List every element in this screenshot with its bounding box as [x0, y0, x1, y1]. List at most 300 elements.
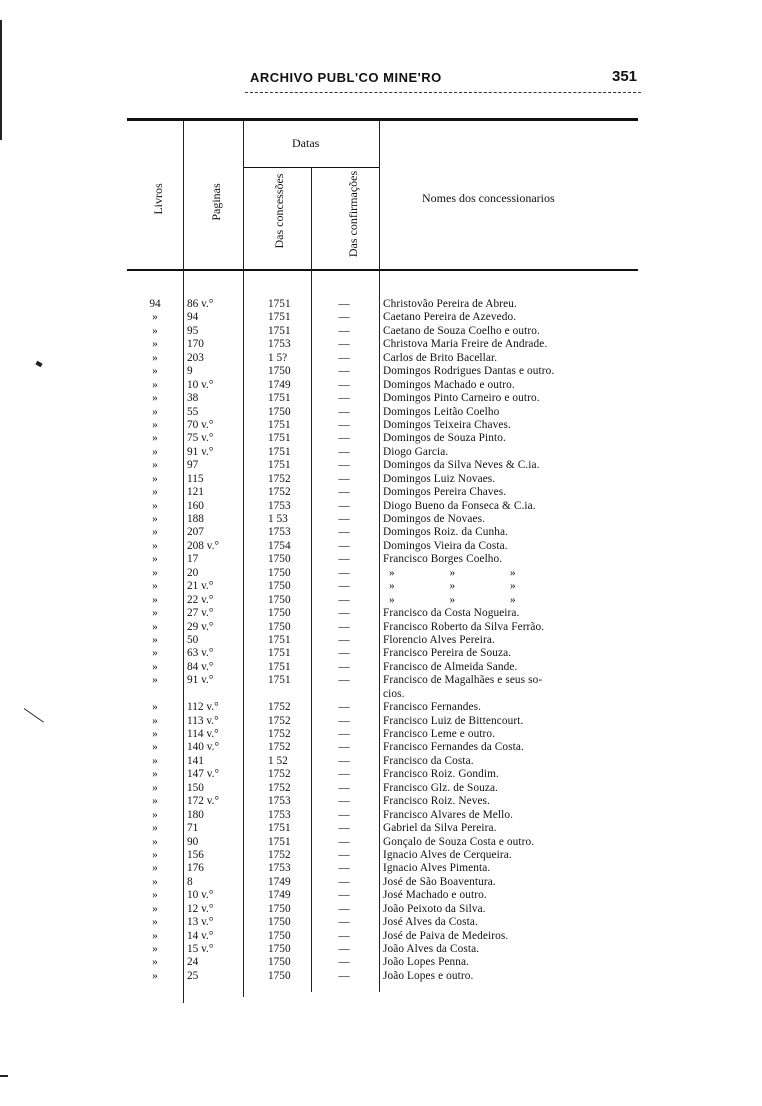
margin-mark [0, 20, 2, 140]
cell-confirmacao: — [338, 701, 350, 714]
table-row [0, 728, 762, 741]
cell-livro: » [152, 714, 158, 727]
cell-pagina: 86 v.° [187, 298, 214, 310]
table-row [0, 567, 762, 580]
cell-confirmacao: — [338, 459, 350, 472]
cell-confirmacao: — [338, 902, 350, 915]
cell-pagina: 8 [187, 875, 193, 888]
cell-confirmacao: — [338, 418, 350, 431]
table-row [0, 486, 762, 499]
cell-livro: » [152, 553, 158, 566]
table-row [0, 862, 762, 875]
cell-pagina: 14 v.° [187, 929, 214, 942]
cell-pagina: 208 v.° [187, 539, 220, 552]
cell-livro: » [152, 486, 158, 499]
cell-livro: » [152, 728, 158, 740]
cell-nome: Diogo Bueno da Fonseca & C.ia. [383, 499, 536, 512]
cell-nome: Francisco Roberto da Silva Ferrão. [383, 620, 545, 633]
cell-pagina: 10 v.° [187, 378, 214, 391]
cell-livro: » [152, 754, 158, 767]
cell-concessao: 1752 [268, 728, 291, 740]
cell-concessao: 1750 [268, 405, 291, 418]
table-row [0, 607, 762, 620]
cell-pagina: 38 [187, 392, 199, 405]
cell-nome: Francisco Fernandes. [383, 701, 481, 714]
cell-nome: Francisco Leme e outro. [383, 728, 496, 740]
cell-confirmacao: — [338, 674, 350, 687]
cell-concessao: 1749 [268, 378, 291, 391]
cell-nome: Francisco Borges Coelho. [383, 553, 503, 566]
table-row [0, 647, 762, 660]
cell-confirmacao: — [338, 620, 350, 633]
cell-confirmacao: — [338, 943, 350, 955]
cell-nome: Domingos da Silva Neves & C.ia. [383, 459, 540, 472]
cell-livro: » [152, 607, 158, 620]
cell-livro: » [152, 311, 158, 324]
cell-concessao: 1751 [268, 660, 291, 673]
cell-concessao: 1 52 [268, 754, 288, 767]
cell-concessao: 1753 [268, 526, 291, 539]
header-das-confirmacoes: Das confirmações [346, 170, 360, 258]
cell-pagina: 70 v.° [187, 418, 214, 431]
cell-nome: Francisco de Almeida Sande. [383, 660, 518, 673]
cell-nome: Domingos Leitão Coelho [383, 405, 500, 418]
cell-concessao: 1752 [268, 741, 291, 754]
cell-livro: » [152, 405, 158, 418]
cell-concessao: 1750 [268, 620, 291, 633]
table-row [0, 432, 762, 445]
cell-livro: » [152, 741, 158, 754]
table-row [0, 674, 762, 687]
cell-pagina: 9 [187, 365, 193, 378]
cell-livro: » [152, 674, 158, 687]
cell-pagina: 160 [187, 499, 204, 512]
cell-livro: » [152, 822, 158, 835]
cell-pagina: 84 v.° [187, 660, 214, 673]
cell-nome: Caetano de Souza Coelho e outro. [383, 324, 540, 337]
cell-confirmacao: — [338, 808, 350, 821]
cell-livro: » [152, 701, 158, 714]
table-row [0, 325, 762, 338]
cell-concessao: 1 5? [268, 351, 288, 364]
cell-concessao: 1751 [268, 392, 291, 405]
cell-nome: Francisco Fernandes da Costa. [383, 741, 524, 754]
cell-concessao: 1753 [268, 499, 291, 512]
cell-pagina: 29 v.° [187, 620, 214, 633]
cell-livro: » [152, 768, 158, 781]
cell-nome: Gabriel da Silva Pereira. [383, 822, 497, 835]
cell-confirmacao: — [338, 513, 350, 525]
cell-pagina: 170 [187, 338, 204, 351]
cell-pagina: 75 v.° [187, 432, 214, 445]
cell-confirmacao: — [338, 351, 350, 364]
cell-concessao: 1751 [268, 432, 291, 445]
cell-concessao: 1 53 [268, 513, 288, 525]
cell-pagina: 188 [187, 513, 204, 525]
cell-nome: Christova Maria Freire de Andrade. [383, 338, 548, 351]
cell-pagina: 13 v.° [187, 916, 214, 929]
cell-nome: João Lopes e outro. [383, 969, 474, 982]
cell-nome: Diogo Garcia. [383, 445, 449, 458]
cell-confirmacao: — [338, 781, 350, 794]
cell-livro: » [152, 929, 158, 942]
cell-livro: » [152, 593, 158, 606]
table-row [0, 594, 762, 607]
cell-pagina: 20 [187, 566, 199, 579]
table-row [0, 903, 762, 916]
cell-confirmacao: — [338, 714, 350, 727]
cell-livro: » [152, 445, 158, 458]
cell-concessao: 1751 [268, 298, 291, 310]
cell-confirmacao: — [338, 486, 350, 499]
cell-pagina: 15 v.° [187, 943, 214, 955]
table-row [0, 526, 762, 539]
cell-nome: José Alves da Costa. [383, 916, 478, 929]
cell-nome: José de São Boaventura. [383, 875, 496, 888]
cell-concessao: 1753 [268, 795, 291, 808]
cell-pagina: 95 [187, 324, 199, 337]
cell-nome: José Machado e outro. [383, 889, 487, 902]
cell-concessao: 1752 [268, 472, 291, 485]
cell-confirmacao: — [338, 311, 350, 324]
cell-confirmacao: — [338, 392, 350, 405]
cell-concessao: 1751 [268, 835, 291, 848]
table-row [0, 916, 762, 929]
cell-confirmacao: — [338, 499, 350, 512]
table-row [0, 809, 762, 822]
cell-livro: » [152, 875, 158, 888]
cell-confirmacao: — [338, 647, 350, 660]
cell-livro: » [152, 378, 158, 391]
cell-livro: » [152, 943, 158, 955]
cell-concessao: 1752 [268, 781, 291, 794]
cell-confirmacao: — [338, 607, 350, 620]
cell-confirmacao: — [338, 728, 350, 740]
cell-concessao: 1750 [268, 943, 291, 955]
header-livros: Livros [151, 183, 165, 215]
cell-pagina: 55 [187, 405, 199, 418]
cell-nome: Francisco da Costa Nogueira. [383, 607, 520, 620]
cell-nome: Francisco Pereira de Souza. [383, 647, 512, 660]
cell-nome: Caetano Pereira de Azevedo. [383, 311, 517, 324]
cell-nome: Carlos de Brito Bacellar. [383, 351, 498, 364]
table-row [0, 715, 762, 728]
cell-pagina: 203 [187, 351, 204, 364]
table-row [0, 701, 762, 714]
header-rule [245, 92, 641, 93]
cell-confirmacao: — [338, 822, 350, 835]
cell-confirmacao: — [338, 553, 350, 566]
header-bottom-rule [127, 269, 638, 271]
cell-confirmacao: — [338, 378, 350, 391]
cell-pagina: 63 v.° [187, 647, 214, 660]
cell-nome: José de Paiva de Medeiros. [383, 929, 509, 942]
cell-pagina: 91 v.° [187, 445, 214, 458]
cell-pagina: 121 [187, 486, 204, 499]
cell-confirmacao: — [338, 472, 350, 485]
table-body [0, 298, 762, 983]
cell-pagina: 147 v.° [187, 768, 220, 781]
cell-concessao: 1750 [268, 580, 291, 593]
margin-mark [0, 1075, 8, 1077]
cell-concessao: 1750 [268, 365, 291, 378]
cell-concessao: 1753 [268, 862, 291, 875]
cell-pagina: 141 [187, 754, 204, 767]
table-row [0, 768, 762, 781]
cell-livro: » [152, 365, 158, 378]
cell-livro: » [152, 862, 158, 875]
table-row [0, 822, 762, 835]
cell-concessao: 1750 [268, 956, 291, 969]
cell-concessao: 1750 [268, 607, 291, 620]
cell-pagina: 90 [187, 835, 199, 848]
cell-livro: » [152, 647, 158, 660]
cell-nome: Domingos Teixeira Chaves. [383, 418, 511, 431]
cell-concessao: 1751 [268, 311, 291, 324]
cell-confirmacao: — [338, 889, 350, 902]
cell-pagina: 71 [187, 822, 199, 835]
cell-nome: Ignacio Alves de Cerqueira. [383, 848, 512, 861]
table-row [0, 459, 762, 472]
cell-confirmacao: — [338, 741, 350, 754]
cell-livro: » [152, 620, 158, 633]
cell-concessao: 1751 [268, 822, 291, 835]
cell-confirmacao: — [338, 566, 350, 579]
cell-confirmacao: — [338, 875, 350, 888]
cell-confirmacao: — [338, 916, 350, 929]
cell-livro: » [152, 351, 158, 364]
cell-pagina: 150 [187, 781, 204, 794]
cell-nome: Domingos Vieira da Costa. [383, 539, 508, 552]
table-row [0, 365, 762, 378]
header-das-concessoes: Das concessões [272, 173, 286, 249]
cell-concessao: 1751 [268, 459, 291, 472]
table-row [0, 311, 762, 324]
cell-livro: » [152, 795, 158, 808]
cell-nome: João Peixoto da Silva. [383, 902, 486, 915]
cell-livro: » [152, 580, 158, 593]
cell-pagina: 140 v.° [187, 741, 220, 754]
cell-confirmacao: — [338, 929, 350, 942]
cell-nome: Domingos Luiz Novaes. [383, 472, 496, 485]
cell-confirmacao: — [338, 754, 350, 767]
table-row [0, 553, 762, 566]
cell-nome: Francisco de Magalhães e seus so- [383, 674, 543, 687]
cell-nome: Domingos de Souza Pinto. [383, 432, 506, 445]
cell-pagina: 207 [187, 526, 204, 539]
table-row [0, 741, 762, 754]
cell-pagina: 21 v.° [187, 580, 214, 593]
table-row [0, 836, 762, 849]
cell-nome: Domingos Rodrigues Dantas e outro. [383, 365, 555, 378]
cell-livro: » [152, 566, 158, 579]
cell-confirmacao: — [338, 862, 350, 875]
cell-nome: » » » [389, 566, 542, 579]
table-row [0, 621, 762, 634]
running-head: ARCHIVO PUBL'CO MINE'RO [250, 70, 442, 85]
cell-concessao: 1752 [268, 768, 291, 781]
table-row [0, 352, 762, 365]
cell-livro: » [152, 513, 158, 525]
cell-nome: Florencio Alves Pereira. [383, 633, 495, 646]
cell-livro: » [152, 499, 158, 512]
cell-livro: » [152, 969, 158, 982]
cell-pagina: 114 v.° [187, 728, 219, 740]
cell-confirmacao: — [338, 539, 350, 552]
cell-confirmacao: — [338, 338, 350, 351]
table-row [0, 500, 762, 513]
cell-nome: João Alves da Costa. [383, 943, 480, 955]
cell-nome: Francisco Roiz. Gondim. [383, 768, 499, 781]
cell-livro: 94 [149, 298, 161, 310]
cell-concessao: 1750 [268, 916, 291, 929]
cell-livro: » [152, 633, 158, 646]
cell-nome: Domingos Pereira Chaves. [383, 486, 507, 499]
cell-concessao: 1751 [268, 647, 291, 660]
cell-livro: » [152, 432, 158, 445]
cell-confirmacao: — [338, 660, 350, 673]
table-row [0, 298, 762, 311]
table-row [0, 688, 762, 701]
table-row [0, 970, 762, 983]
cell-livro: » [152, 418, 158, 431]
cell-concessao: 1750 [268, 593, 291, 606]
table-row [0, 406, 762, 419]
cell-nome: João Lopes Penna. [383, 956, 470, 969]
cell-pagina: 17 [187, 553, 199, 566]
cell-concessao: 1751 [268, 633, 291, 646]
cell-livro: » [152, 916, 158, 929]
header-datas: Datas [292, 136, 320, 150]
cell-concessao: 1750 [268, 929, 291, 942]
cell-livro: » [152, 526, 158, 539]
table-row [0, 943, 762, 956]
cell-concessao: 1752 [268, 486, 291, 499]
cell-livro: » [152, 956, 158, 969]
cell-confirmacao: — [338, 365, 350, 378]
table-top-rule [127, 118, 638, 121]
cell-confirmacao: — [338, 956, 350, 969]
cell-pagina: 50 [187, 633, 199, 646]
cell-concessao: 1751 [268, 445, 291, 458]
cell-livro: » [152, 472, 158, 485]
cell-livro: » [152, 338, 158, 351]
cell-pagina: 94 [187, 311, 199, 324]
table-row [0, 473, 762, 486]
cell-confirmacao: — [338, 848, 350, 861]
cell-pagina: 25 [187, 969, 199, 982]
table-row [0, 889, 762, 902]
cell-pagina: 180 [187, 808, 204, 821]
table-row [0, 513, 762, 526]
cell-confirmacao: — [338, 795, 350, 808]
cell-livro: » [152, 324, 158, 337]
cell-concessao: 1751 [268, 418, 291, 431]
cell-concessao: 1754 [268, 539, 291, 552]
cell-concessao: 1750 [268, 902, 291, 915]
cell-livro: » [152, 781, 158, 794]
cell-confirmacao: — [338, 768, 350, 781]
cell-nome: Domingos de Novaes. [383, 513, 485, 525]
cell-livro: » [152, 392, 158, 405]
cell-concessao: 1750 [268, 969, 291, 982]
cell-concessao: 1752 [268, 701, 291, 714]
cell-pagina: 176 [187, 862, 204, 875]
table-row [0, 849, 762, 862]
cell-concessao: 1752 [268, 714, 291, 727]
cell-livro: » [152, 459, 158, 472]
table-row [0, 661, 762, 674]
cell-livro: » [152, 902, 158, 915]
cell-nome: Francisco da Costa. [383, 754, 474, 767]
cell-nome: » » » [389, 580, 542, 593]
cell-nome: Francisco Glz. de Souza. [383, 781, 499, 794]
table-row [0, 634, 762, 647]
cell-concessao: 1751 [268, 674, 291, 687]
cell-nome: Domingos Roiz. da Cunha. [383, 526, 509, 539]
cell-pagina: 22 v.° [187, 593, 214, 606]
cell-nome: Christovão Pereira de Abreu. [383, 298, 517, 310]
cell-pagina: 172 v.° [187, 795, 220, 808]
cell-pagina: 156 [187, 848, 204, 861]
cell-nome: Domingos Pinto Carneiro e outro. [383, 392, 540, 405]
table-row [0, 379, 762, 392]
cell-pagina: 10 v.° [187, 889, 214, 902]
cell-confirmacao: — [338, 445, 350, 458]
cell-pagina: 24 [187, 956, 199, 969]
cell-concessao: 1749 [268, 875, 291, 888]
cell-confirmacao: — [338, 298, 350, 310]
cell-confirmacao: — [338, 580, 350, 593]
cell-pagina: 27 v.° [187, 607, 214, 620]
cell-pagina: 115 [187, 472, 204, 485]
cell-nome: Domingos Machado e outro. [383, 378, 515, 391]
cell-livro: » [152, 848, 158, 861]
cell-confirmacao: — [338, 633, 350, 646]
cell-nome: cios. [383, 687, 405, 700]
cell-nome: Francisco Roiz. Neves. [383, 795, 490, 808]
cell-nome: Gonçalo de Souza Costa e outro. [383, 835, 535, 848]
table-row [0, 956, 762, 969]
table-row [0, 876, 762, 889]
cell-confirmacao: — [338, 593, 350, 606]
cell-livro: » [152, 660, 158, 673]
cell-nome: » » » [389, 593, 542, 606]
table-row [0, 540, 762, 553]
table-row [0, 419, 762, 432]
cell-pagina: 91 v.° [187, 674, 214, 687]
table-row [0, 338, 762, 351]
cell-livro: » [152, 808, 158, 821]
header-nomes: Nomes dos concessionarios [422, 191, 555, 205]
cell-nome: Francisco Luiz de Bittencourt. [383, 714, 524, 727]
table-row [0, 795, 762, 808]
table-row [0, 755, 762, 768]
cell-concessao: 1749 [268, 889, 291, 902]
table-row [0, 930, 762, 943]
cell-concessao: 1750 [268, 553, 291, 566]
cell-pagina: 112 v.° [187, 701, 219, 714]
cell-pagina: 113 v.° [187, 714, 219, 727]
cell-concessao: 1750 [268, 566, 291, 579]
cell-livro: » [152, 835, 158, 848]
cell-confirmacao: — [338, 969, 350, 982]
cell-nome: Francisco Alvares de Mello. [383, 808, 514, 821]
table-row [0, 580, 762, 593]
cell-concessao: 1751 [268, 324, 291, 337]
cell-livro: » [152, 539, 158, 552]
cell-nome: Ignacio Alves Pimenta. [383, 862, 491, 875]
